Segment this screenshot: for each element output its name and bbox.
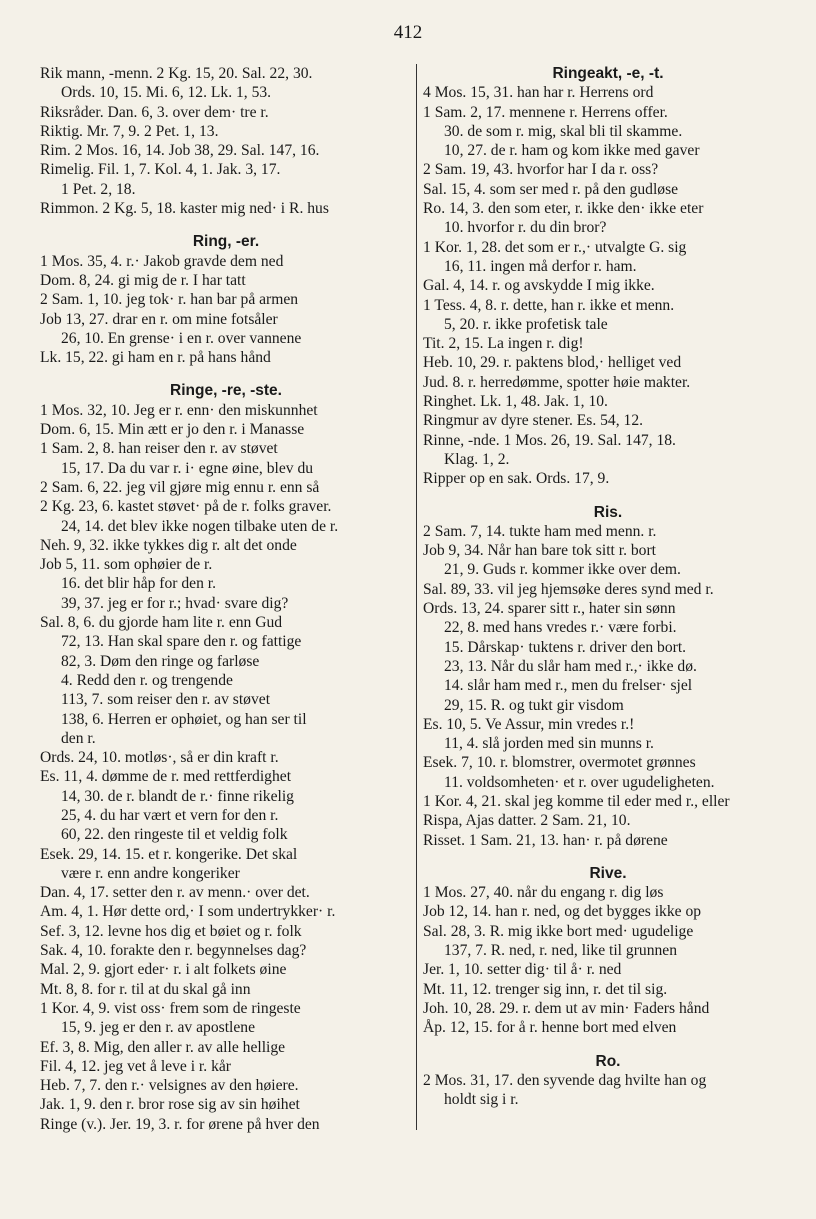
section-heading: Rive. <box>589 864 627 882</box>
concordance-line: Neh. 9, 32. ikke tykkes dig r. alt det onde <box>40 536 297 554</box>
concordance-continuation-line: 26, 10. En grense· i en r. over vannene <box>61 329 302 347</box>
concordance-line: Rim. 2 Mos. 16, 14. Job 38, 29. Sal. 147, 16. <box>40 142 320 160</box>
concordance-continuation-line: 22, 8. med hans vredes r.· være forbi. <box>444 619 677 637</box>
concordance-continuation-line: Klag. 1, 2. <box>444 450 510 468</box>
concordance-continuation-line: 113, 7. som reiser den r. av støvet <box>61 691 271 709</box>
concordance-line: Job 9, 34. Når han bare tok sitt r. bort <box>423 542 656 560</box>
concordance-line: Sef. 3, 12. levne hos dig et bøiet og r. folk <box>40 922 302 940</box>
concordance-line: Lk. 15, 22. gi ham en r. på hans hånd <box>40 349 271 367</box>
section-gap <box>423 850 793 864</box>
concordance-line: Fil. 4, 12. jeg vet å leve i r. kår <box>40 1057 231 1075</box>
concordance-line: 1 Mos. 35, 4. r.· Jakob gravde dem ned <box>40 252 284 270</box>
concordance-line: 1 Mos. 27, 40. når du engang r. dig løs <box>423 884 664 902</box>
concordance-continuation-line: 29, 15. R. og tukt gir visdom <box>444 696 624 714</box>
concordance-line: Ringmur av dyre stener. Es. 54, 12. <box>423 412 644 430</box>
concordance-continuation-line: være r. enn andre kongeriker <box>61 864 240 882</box>
concordance-line: Job 5, 11. som ophøier de r. <box>40 556 213 574</box>
column-divider <box>416 64 417 1130</box>
left-column <box>40 64 412 1134</box>
concordance-continuation-line: 14, 30. de r. blandt de r.· finne rikelig <box>61 787 294 805</box>
concordance-line: Riksråder. Dan. 6, 3. over dem· tre r. <box>40 103 269 121</box>
concordance-line: Riktig. Mr. 7, 9. 2 Pet. 1, 13. <box>40 122 219 140</box>
concordance-line: Am. 4, 1. Hør dette ord,· I som undertrykker· r. <box>40 903 336 921</box>
concordance-line: Ro. 14, 3. den som eter, r. ikke den· ikke eter <box>423 200 704 218</box>
concordance-line: Jer. 1, 10. setter dig· til å· r. ned <box>423 961 622 979</box>
concordance-continuation-line: 10. hvorfor r. du din bror? <box>444 219 607 237</box>
concordance-line: Heb. 7, 7. den r.· velsignes av den høiere. <box>40 1077 299 1095</box>
concordance-continuation-line: 15, 17. Da du var r. i· egne øine, blev du <box>61 459 314 477</box>
concordance-line: Ords. 13, 24. sparer sitt r., hater sin sønn <box>423 600 676 618</box>
concordance-line: Jud. 8. r. herredømme, spotter høie makter. <box>423 373 691 391</box>
section-gap <box>40 218 412 232</box>
concordance-continuation-line: 25, 4. du har vært et vern for den r. <box>61 806 279 824</box>
section-heading: Ris. <box>593 503 623 521</box>
concordance-continuation-line: den r. <box>61 729 96 747</box>
right-column <box>423 64 793 1109</box>
concordance-line: Rispa, Ajas datter. 2 Sam. 21, 10. <box>423 812 631 830</box>
concordance-line: Mt. 11, 12. trenger sig inn, r. det til sig. <box>423 980 668 998</box>
concordance-line: Esek. 29, 14. 15. et r. kongerike. Det skal <box>40 845 298 863</box>
concordance-line: 1 Kor. 4, 9. vist oss· frem som de ringeste <box>40 999 301 1017</box>
concordance-line: 2 Sam. 19, 43. hvorfor har I da r. oss? <box>423 161 659 179</box>
concordance-line: Sak. 4, 10. forakte den r. begynnelses dag? <box>40 942 307 960</box>
concordance-line: Ef. 3, 8. Mig, den aller r. av alle hellige <box>40 1038 286 1056</box>
concordance-line: Esek. 7, 10. r. blomstrer, overmotet grønnes <box>423 754 696 772</box>
concordance-line: Sal. 8, 6. du gjorde ham lite r. enn Gud <box>40 614 283 632</box>
concordance-line: Dan. 4, 17. setter den r. av menn.· over det. <box>40 884 310 902</box>
page-number: 412 <box>393 22 423 43</box>
concordance-line: Rimmon. 2 Kg. 5, 18. kaster mig ned· i R. hus <box>40 200 329 218</box>
concordance-line: Ringe (v.). Jer. 19, 3. r. for ørene på hver den <box>40 1115 320 1133</box>
concordance-continuation-line: 15, 9. jeg er den r. av apostlene <box>61 1019 255 1037</box>
section-gap <box>423 489 793 503</box>
concordance-line: Sal. 28, 3. R. mig ikke bort med· ugudelige <box>423 922 694 940</box>
concordance-line: 2 Sam. 1, 10. jeg tok· r. han bar på armen <box>40 291 299 309</box>
concordance-continuation-line: 24, 14. det blev ikke nogen tilbake uten de r. <box>61 517 339 535</box>
concordance-continuation-line: 16, 11. ingen må derfor r. ham. <box>444 257 637 275</box>
concordance-continuation-line: 10, 27. de r. ham og kom ikke med gaver <box>444 142 700 160</box>
concordance-line: Joh. 10, 28. 29. r. dem ut av min· Faders hånd <box>423 999 710 1017</box>
concordance-continuation-line: 138, 6. Herren er ophøiet, og han ser til <box>61 710 307 728</box>
concordance-line: Es. 10, 5. Ve Assur, min vredes r.! <box>423 715 635 733</box>
concordance-line: 1 Sam. 2, 8. han reiser den r. av støvet <box>40 440 278 458</box>
concordance-line: Sal. 15, 4. som ser med r. på den gudløse <box>423 180 679 198</box>
concordance-continuation-line: 23, 13. Når du slår ham med r.,· ikke dø. <box>444 657 697 675</box>
concordance-line: Job 13, 27. drar en r. om mine fotsåler <box>40 310 278 328</box>
section-heading: Ringeakt, -e, -t. <box>552 65 664 82</box>
concordance-continuation-line: 11, 4. slå jorden med sin munns r. <box>444 735 654 753</box>
concordance-line: Gal. 4, 14. r. og avskydde I mig ikke. <box>423 277 655 295</box>
concordance-line: Dom. 6, 15. Min ætt er jo den r. i Manasse <box>40 421 305 439</box>
concordance-continuation-line: holdt sig i r. <box>444 1091 519 1109</box>
concordance-continuation-line: 1 Pet. 2, 18. <box>61 180 136 198</box>
concordance-line: 1 Kor. 1, 28. det som er r.,· utvalgte G. sig <box>423 238 687 256</box>
section-heading: Ro. <box>595 1052 621 1070</box>
concordance-line: Dom. 8, 24. gi mig de r. I har tatt <box>40 271 246 289</box>
concordance-continuation-line: 5, 20. r. ikke profetisk tale <box>444 315 608 333</box>
concordance-line: Rimelig. Fil. 1, 7. Kol. 4, 1. Jak. 3, 17. <box>40 161 281 179</box>
concordance-line: Rik mann, -menn. 2 Kg. 15, 20. Sal. 22, 30. <box>40 65 313 82</box>
concordance-continuation-line: 15. Dårskap· tuktens r. driver den bort. <box>444 638 687 656</box>
concordance-line: Mt. 8, 8. for r. til at du skal gå inn <box>40 980 251 998</box>
concordance-line: 2 Mos. 31, 17. den syvende dag hvilte han og <box>423 1071 707 1089</box>
concordance-line: Job 12, 14. han r. ned, og det bygges ikke op <box>423 903 702 921</box>
concordance-line: 1 Kor. 4, 21. skal jeg komme til eder med r., eller <box>423 792 730 810</box>
concordance-continuation-line: 39, 37. jeg er for r.; hvad· svare dig? <box>61 594 289 612</box>
concordance-continuation-line: 60, 22. den ringeste til et veldig folk <box>61 826 288 844</box>
section-gap <box>40 367 412 381</box>
concordance-line: 4 Mos. 15, 31. han har r. Herrens ord <box>423 84 654 102</box>
concordance-line: Mal. 2, 9. gjort eder· r. i alt folkets øine <box>40 961 287 979</box>
concordance-line: Risset. 1 Sam. 21, 13. han· r. på dørene <box>423 831 668 849</box>
concordance-line: Ords. 24, 10. motløs·, så er din kraft r. <box>40 749 279 767</box>
concordance-line: 1 Sam. 2, 17. mennene r. Herrens offer. <box>423 103 668 121</box>
concordance-line: Jak. 1, 9. den r. bror rose sig av sin høihet <box>40 1096 300 1114</box>
section-gap <box>423 1038 793 1052</box>
concordance-line: Rinne, -nde. 1 Mos. 26, 19. Sal. 147, 18. <box>423 431 676 449</box>
concordance-line: 1 Mos. 32, 10. Jeg er r. enn· den miskunnhet <box>40 401 318 419</box>
concordance-line: 2 Kg. 23, 6. kastet støvet· på de r. folks graver. <box>40 498 332 516</box>
concordance-continuation-line: 14. slår ham med r., men du frelser· sjel <box>444 677 693 695</box>
concordance-line: Heb. 10, 29. r. paktens blod,· helliget ved <box>423 354 682 372</box>
concordance-continuation-line: 11. voldsomheten· et r. over ugudeligheten. <box>444 773 715 791</box>
section-heading: Ringe, -re, -ste. <box>170 382 282 400</box>
concordance-line: 1 Tess. 4, 8. r. dette, han r. ikke et menn. <box>423 296 675 314</box>
concordance-continuation-line: 82, 3. Døm den ringe og farløse <box>61 652 260 670</box>
concordance-continuation-line: 30. de som r. mig, skal bli til skamme. <box>444 122 683 140</box>
concordance-continuation-line: 137, 7. R. ned, r. ned, like til grunnen <box>444 942 678 960</box>
concordance-continuation-line: 72, 13. Han skal spare den r. og fattige <box>61 633 302 651</box>
concordance-line: Ripper op en sak. Ords. 17, 9. <box>423 470 610 488</box>
concordance-continuation-line: 4. Redd den r. og trengende <box>61 671 233 689</box>
concordance-line: Tit. 2, 15. La ingen r. dig! <box>423 335 584 353</box>
concordance-continuation-line: 16. det blir håp for den r. <box>61 575 217 593</box>
concordance-line: Sal. 89, 33. vil jeg hjemsøke deres synd med r. <box>423 580 714 598</box>
concordance-continuation-line: Ords. 10, 15. Mi. 6, 12. Lk. 1, 53. <box>61 84 272 102</box>
concordance-line: 2 Sam. 6, 22. jeg vil gjøre mig ennu r. enn så <box>40 478 320 496</box>
concordance-line: Åp. 12, 15. for å r. henne bort med elven <box>423 1019 677 1037</box>
concordance-line: 2 Sam. 7, 14. tukte ham med menn. r. <box>423 522 657 540</box>
concordance-line: Ringhet. Lk. 1, 48. Jak. 1, 10. <box>423 393 608 411</box>
concordance-line: Es. 11, 4. dømme de r. med rettferdighet <box>40 768 292 786</box>
concordance-continuation-line: 21, 9. Guds r. kommer ikke over dem. <box>444 561 681 579</box>
section-heading: Ring, -er. <box>192 233 260 251</box>
